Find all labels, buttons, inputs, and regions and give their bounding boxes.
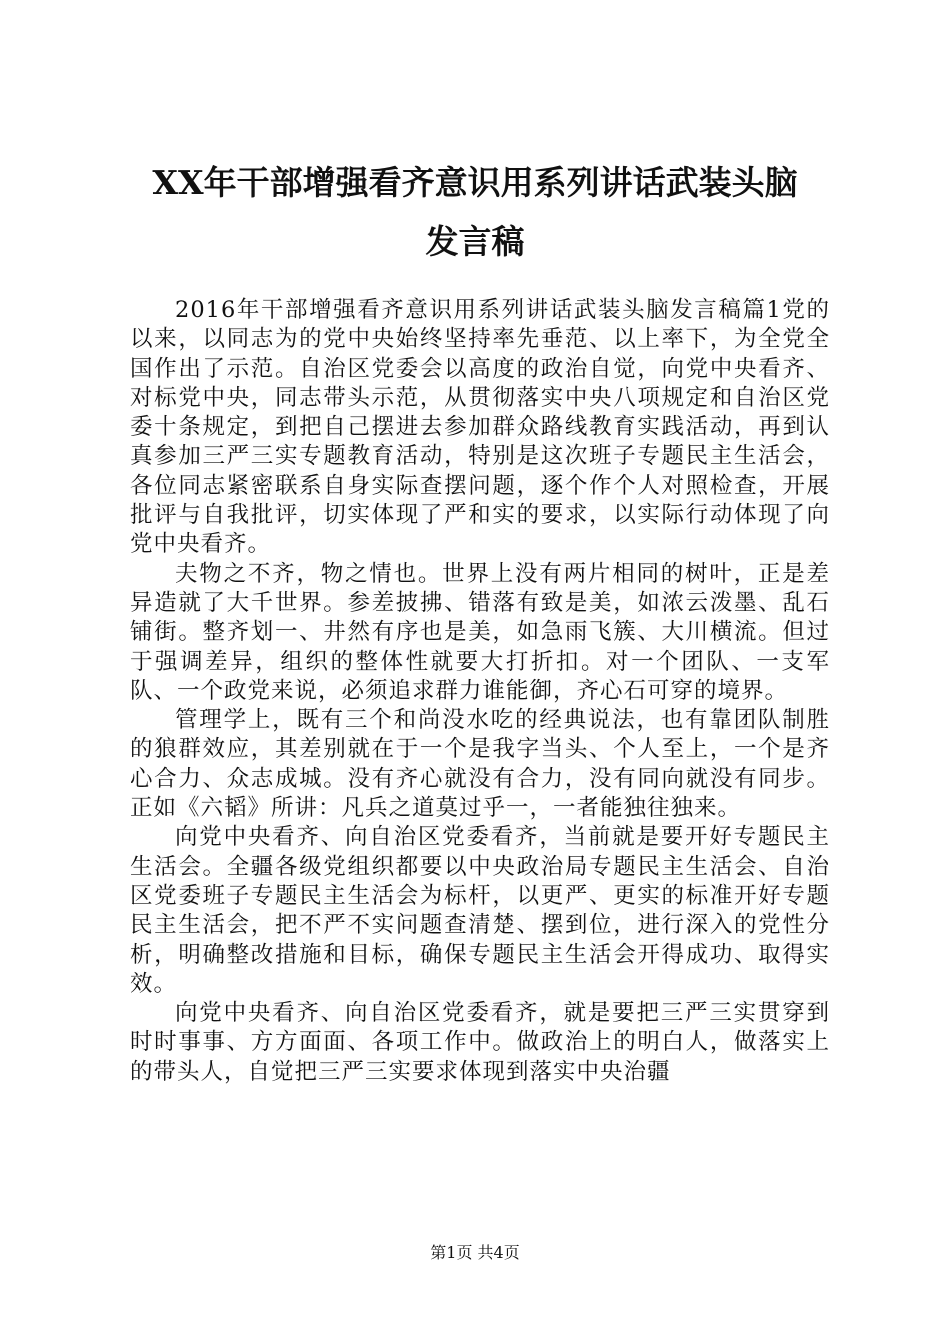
document-body — [130, 296, 830, 1087]
document-title-line-1: XX年干部增强看齐意识用系列讲话武装头脑 — [152, 163, 798, 202]
paragraph: 2016年干部增强看齐意识用系列讲话武装头脑发言稿篇1党的以来，以同志为的党中央始终坚持率先垂范、以上率下，为全党全国作出了示范。自治区党委会以高度的政治自觉，向党中央看齐、对标党中央，同志带头示范，从贯彻落实中央八项规定和自治区党委十条规定，到把自己摆进去参加群众路线教育实践活动，再到认真参加三严三实专题教育活动，特别是这次班子专题民主生活会，各位同志紧密联系自身实际查摆问题，逐个作个人对照检查，开展批评与自我批评，切实体现了严和实的要求，以实际行动体现了向党中央看齐。 — [130, 297, 830, 558]
document-title-line-2: 发言稿 — [425, 222, 525, 261]
paragraph: 夫物之不齐，物之情也。世界上没有两片相同的树叶，正是差异造就了大千世界。参差披拂、错落有致是美，如浓云泼墨、乱石铺街。整齐划一、井然有序也是美，如急雨飞簇、大川横流。但过于强调差异，组织的整体性就要大打折扣。对一个团队、一支军队、一个政党来说，必须追求群力谁能御，齐心石可穿的境界。 — [130, 560, 830, 704]
paragraph: 向党中央看齐、向自治区党委看齐，就是要把三严三实贯穿到时时事事、方方面面、各项工作中。做政治上的明白人，做落实上的带头人，自觉把三严三实要求体现到落实中央治疆 — [130, 1000, 830, 1085]
page-footer: 第1页 共4页 — [430, 1243, 520, 1262]
paragraph: 向党中央看齐、向自治区党委看齐，当前就是要开好专题民主生活会。全疆各级党组织都要以中央政治局专题民主生活会、自治区党委班子专题民主生活会为标杆，以更严、更实的标准开好专题民主生活会，把不严不实问题查清楚、摆到位，进行深入的党性分析，明确整改措施和目标，确保专题民主生活会开得成功、取得实效。 — [130, 824, 830, 997]
paragraph: 管理学上，既有三个和尚没水吃的经典说法，也有靠团队制胜的狼群效应，其差别就在于一个是我字当头、个人至上，一个是齐心合力、众志成城。没有齐心就没有合力，没有同向就没有同步。正如《六韬》所讲：凡兵之道莫过乎一，一者能独往独来。 — [130, 707, 830, 822]
